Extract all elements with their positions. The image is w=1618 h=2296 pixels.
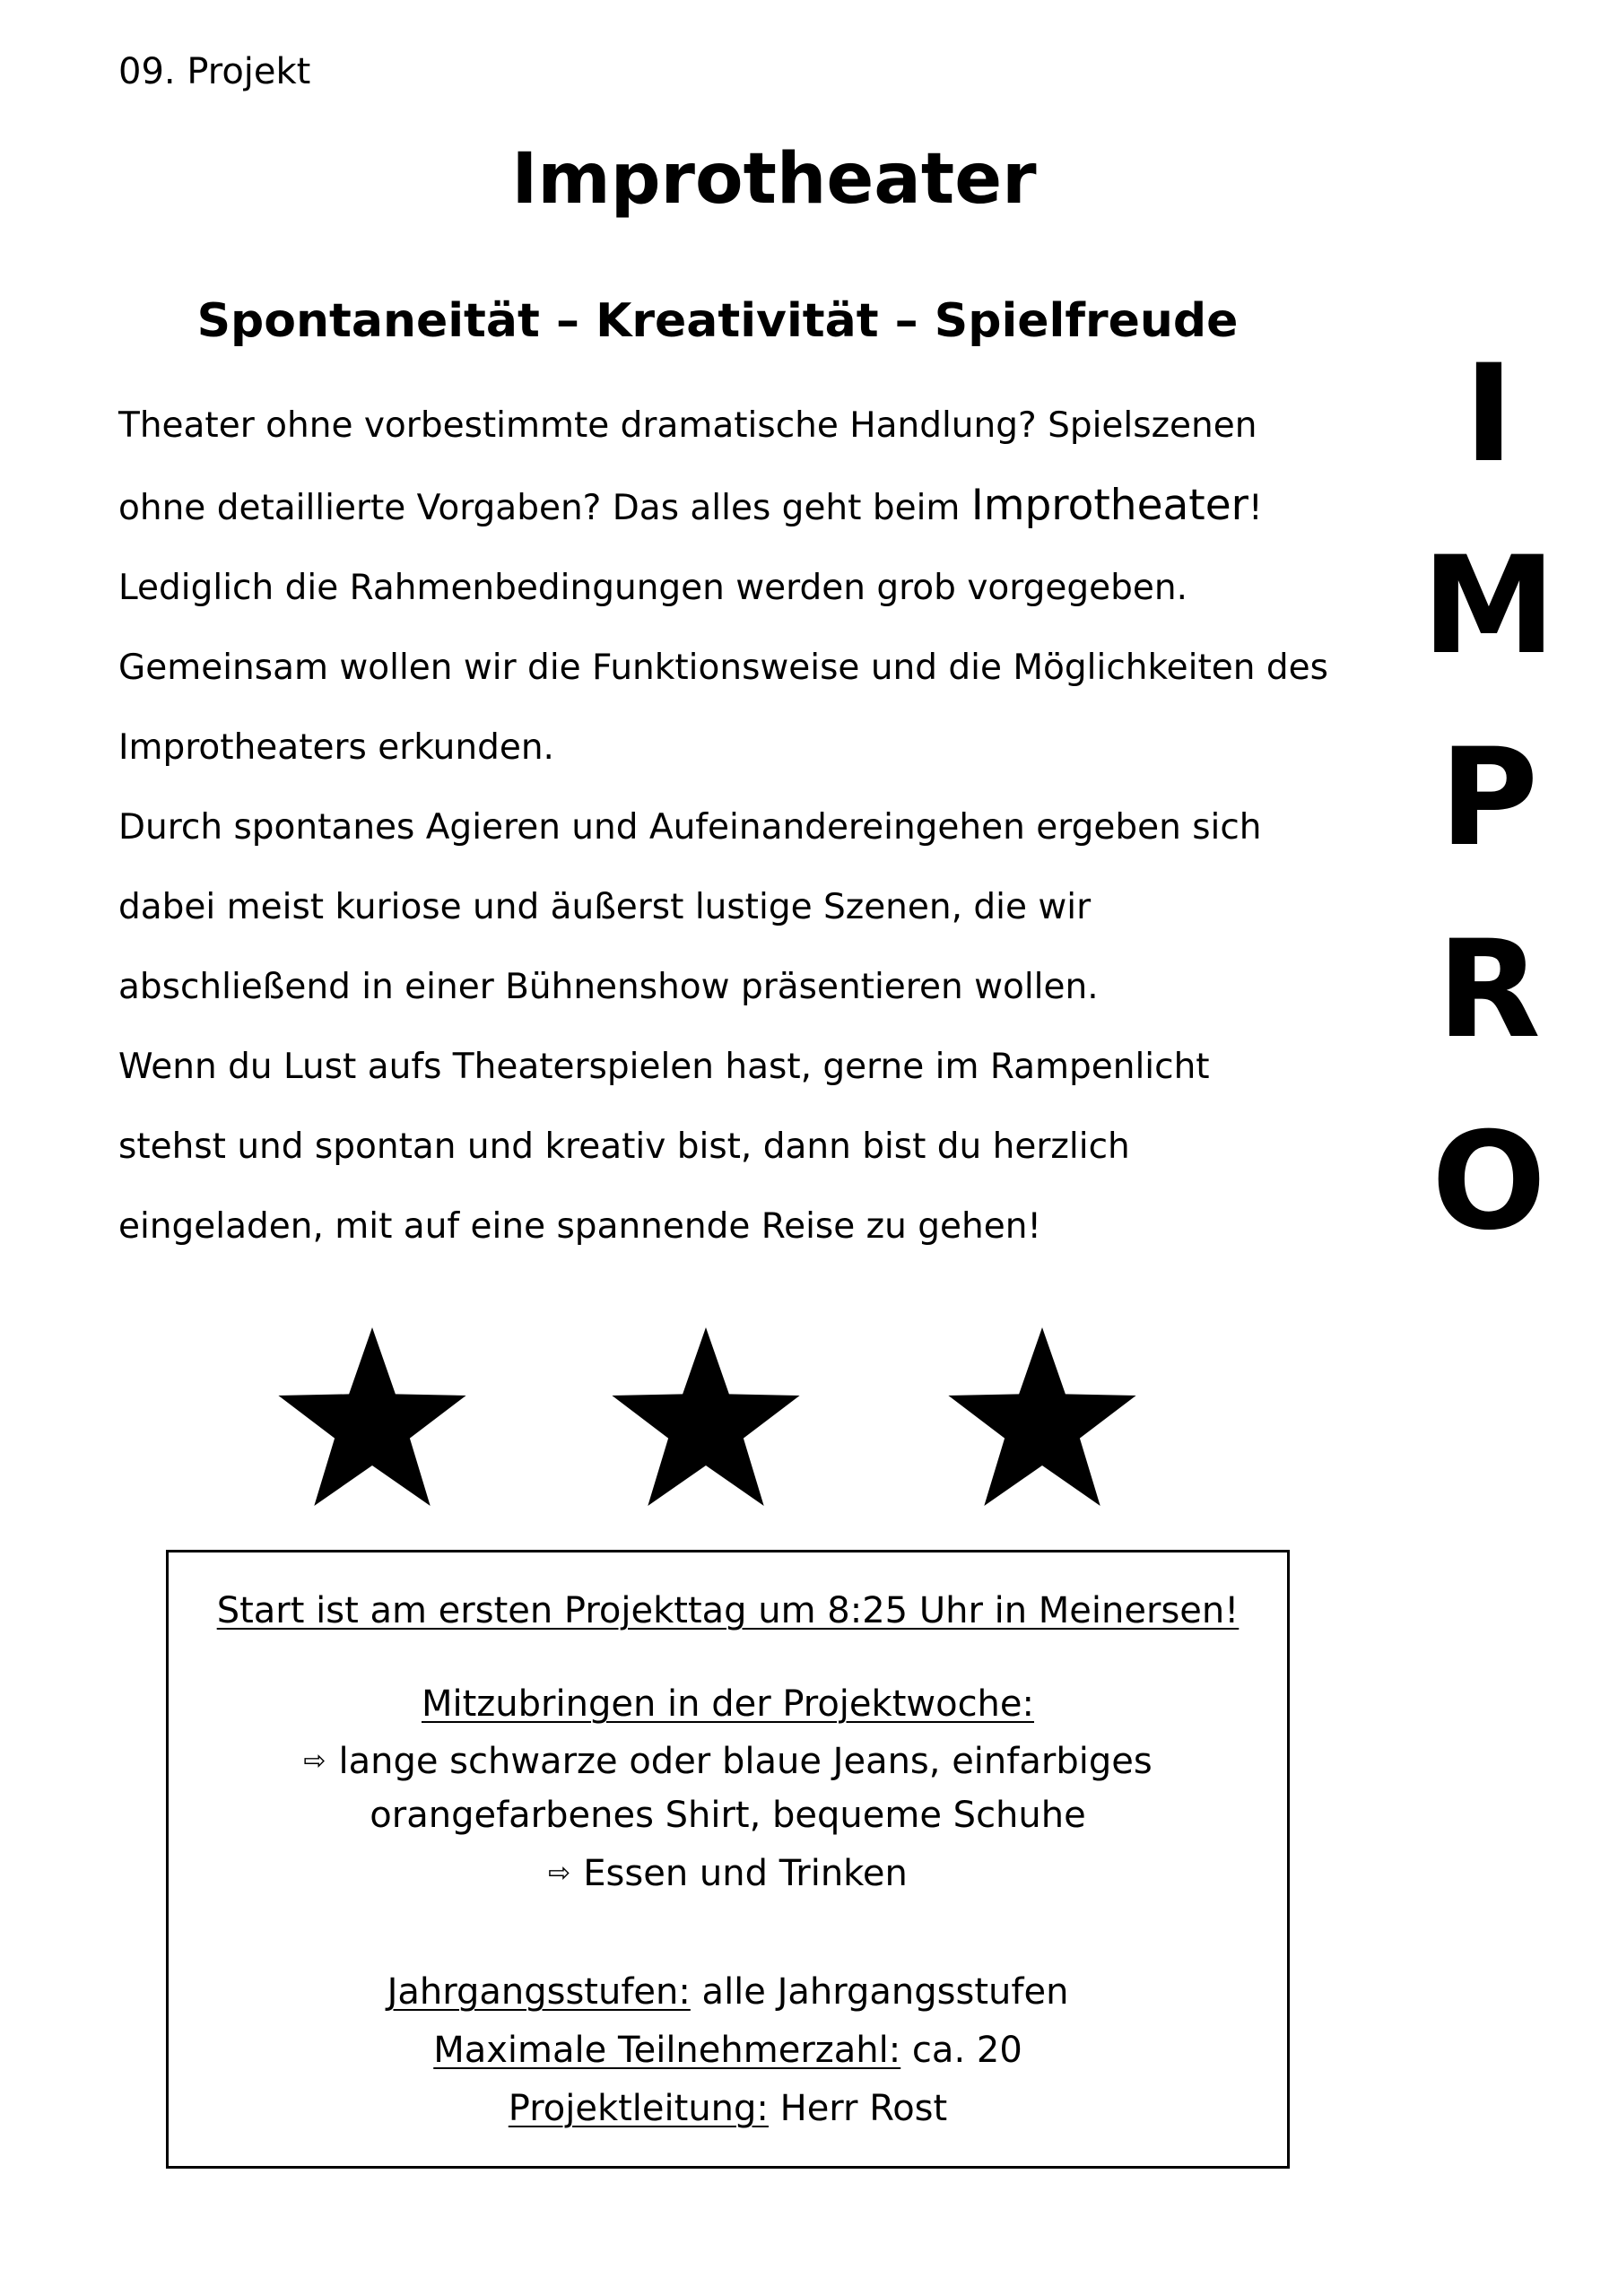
arrow-right-icon: ⇨: [548, 1857, 571, 1889]
bring-heading-text: Mitzubringen in der Projektwoche:: [421, 1683, 1034, 1725]
start-info: [169, 1590, 1287, 1631]
description-line: abschließend in einer Bühnenshow präsentieren wollen.: [118, 967, 1099, 1007]
impro-letter: O: [1431, 1104, 1546, 1260]
grades-value: alle Jahrgangsstufen: [690, 1971, 1069, 2013]
impro-letter: I: [1464, 336, 1514, 492]
bring-item-continued: [169, 1795, 1287, 1836]
arrow-right-icon: ⇨: [303, 1745, 326, 1777]
description-line: dabei meist kuriose und äußerst lustige Szenen, die wir: [118, 887, 1092, 927]
bring-heading: [169, 1683, 1287, 1725]
info-box: [166, 1550, 1290, 2169]
page-title: Improtheater: [511, 139, 1037, 220]
project-lead-info: [169, 2088, 1287, 2129]
subtitle: Spontaneität – Kreativität – Spielfreude: [196, 294, 1239, 348]
start-info-text: Start ist am ersten Projekttag um 8:25 Uhr in Meinersen!: [216, 1590, 1240, 1631]
description-line: stehst und spontan und kreativ bist, dann bist du herzlich: [118, 1126, 1130, 1167]
max-participants-label: Maximale Teilnehmerzahl:: [433, 2030, 901, 2071]
bring-item: [169, 1853, 1287, 1894]
description-text: !: [1248, 488, 1263, 528]
description-line: Theater ohne vorbestimmte dramatische Handlung? Spielszenen: [118, 405, 1257, 446]
description-line: Wenn du Lust aufs Theaterspielen hast, gerne im Rampenlicht: [118, 1047, 1210, 1087]
project-lead-label: Projektleitung:: [508, 2088, 769, 2129]
max-participants-info: [169, 2030, 1287, 2071]
grades-info: [169, 1971, 1287, 2013]
project-lead-value: Herr Rost: [768, 2088, 948, 2129]
description-line: [118, 465, 1392, 548]
bring-item: [169, 1741, 1287, 1782]
bring-item-text: orangefarbenes Shirt, bequeme Schuhe: [370, 1795, 1086, 1836]
description-emphasis: Improtheater: [970, 481, 1248, 530]
description-line: Improtheaters erkunden.: [118, 727, 554, 768]
star-icon: [948, 1327, 1135, 1506]
star-icon: [612, 1327, 799, 1506]
impro-letter: M: [1422, 528, 1556, 684]
bring-item-text: lange schwarze oder blaue Jeans, einfarbiges: [338, 1741, 1153, 1782]
star-icon: [278, 1327, 465, 1506]
description-line: Durch spontanes Agieren und Aufeinandereingehen ergeben sich: [118, 807, 1262, 848]
max-participants-value: ca. 20: [900, 2030, 1022, 2071]
description-line: Lediglich die Rahmenbedingungen werden grob vorgegeben.: [118, 568, 1187, 608]
description-line: eingeladen, mit auf eine spannende Reise zu gehen!: [118, 1206, 1042, 1247]
impro-letter: P: [1440, 720, 1538, 876]
bring-item-text: Essen und Trinken: [583, 1853, 908, 1894]
impro-vertical-letters: [1399, 318, 1579, 1278]
description-text: ohne detaillierte Vorgaben? Das alles geht beim: [118, 488, 971, 528]
project-number: 09. Projekt: [118, 51, 311, 92]
description: [118, 386, 1392, 1266]
stars-decoration: [247, 1327, 1170, 1525]
grades-label: Jahrgangsstufen:: [387, 1971, 691, 2013]
description-line: Gemeinsam wollen wir die Funktionsweise und die Möglichkeiten des: [118, 648, 1328, 688]
impro-letter: R: [1437, 912, 1541, 1068]
